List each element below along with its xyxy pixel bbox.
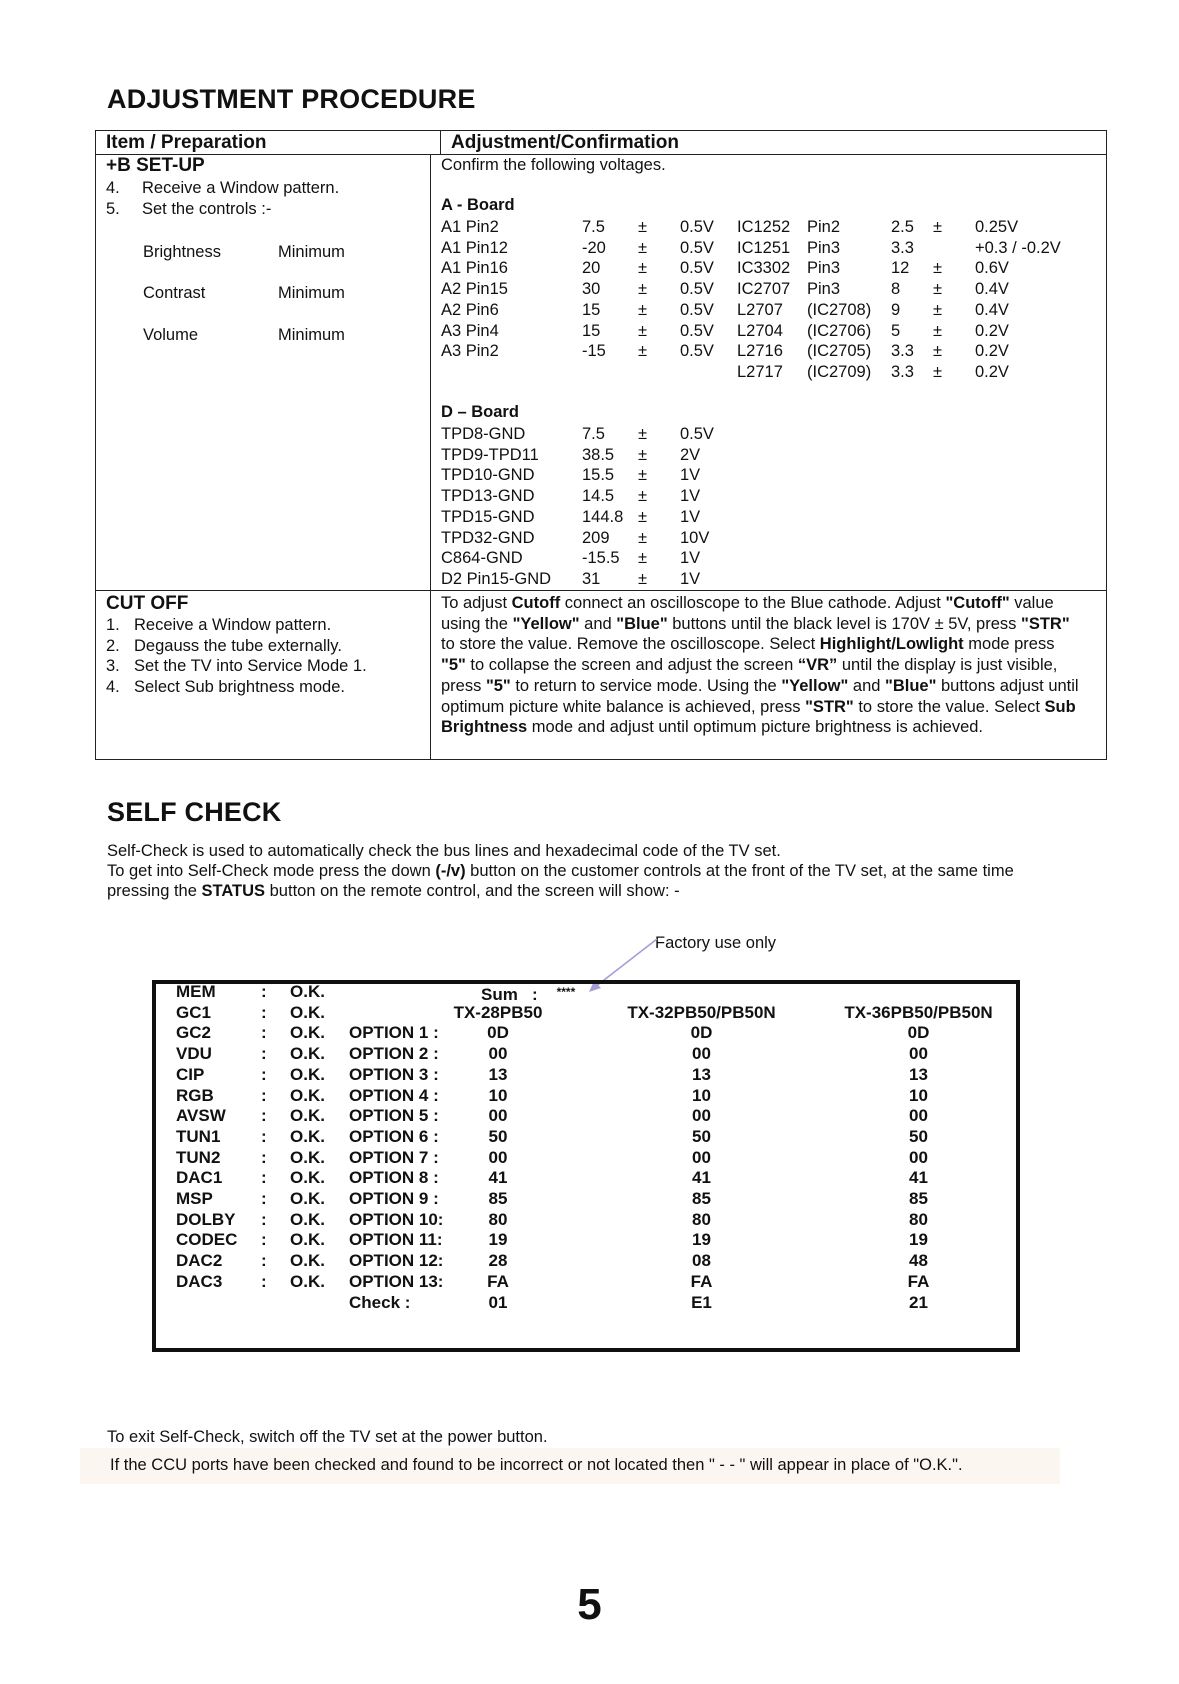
table-cell: 1V (680, 569, 701, 588)
table-cell: ± (638, 569, 648, 588)
option-value-28: 10 (488, 1085, 508, 1105)
status-value: O.K. (290, 1189, 325, 1208)
table-cell: A1 Pin16 (441, 259, 508, 278)
table-cell: ± (933, 321, 943, 340)
status-colon: : (261, 1126, 267, 1146)
list-item: 4. Select Sub brightness mode. (106, 678, 345, 697)
table-cell: ± (638, 487, 648, 506)
status-name: DAC2 (176, 1251, 223, 1271)
status-value: O.K. (290, 1064, 325, 1084)
table-cell: 0.6V (975, 259, 1009, 278)
status-value: O.K. (290, 1106, 325, 1126)
self-check-intro-1: Self-Check is used to automatically check the bus lines and hexadecimal code of the TV set. (107, 842, 781, 860)
table-cell: 3.3 (891, 238, 914, 257)
table-cell: 15 (582, 321, 601, 340)
option-value-32: 80 (692, 1209, 711, 1229)
table-cell: Pin3 (807, 259, 841, 278)
table-row-cutoff (96, 591, 1106, 759)
cutoff-confirmation-cell (431, 591, 1106, 759)
option-value-28: 50 (488, 1126, 508, 1146)
table-cell: IC1251 (737, 238, 791, 257)
table-cell: 12 (891, 259, 910, 278)
option-value-36: 10 (909, 1085, 928, 1105)
table-cell: Pin2 (807, 218, 841, 236)
table-cell: ± (638, 507, 648, 526)
table-cell: 9 (891, 300, 901, 319)
status-value: O.K. (290, 1085, 325, 1105)
status-name: MSP (176, 1189, 213, 1208)
status-colon: : (261, 1251, 267, 1271)
option-value-32: 50 (692, 1126, 711, 1146)
option-value-28: 41 (488, 1168, 508, 1188)
status-colon: : (261, 1168, 267, 1188)
table-cell: ± (638, 445, 648, 464)
option-value-32: FA (690, 1271, 713, 1291)
table-cell: 0.2V (975, 342, 1009, 361)
option-value-36: 21 (909, 1292, 928, 1312)
table-cell (638, 362, 680, 383)
status-colon: : (261, 1085, 267, 1105)
table-cell: TPD32-GND (441, 528, 535, 547)
table-cell: ± (933, 259, 943, 278)
cutoff-instructions: To adjust Cutoff connect an oscilloscope to the Blue cathode. Adjust "Cutoff" value using the "Yellow" and "Blue" buttons until the black level is 170V ± 5V, press "STR" to store the value. Remove the oscilloscope. Select Highlight/Lowlight mode press "5" to collapse the screen and adjust the screen “VR” until the display is just visible, press "5" to return to service mode. Using the "Yellow" and "Blue" buttons adjust until optimum picture white balance is achieved, press "STR" to store the value. Select Sub Brightness mode and adjust until optimum picture brightness is achieved. (441, 594, 1079, 737)
table-cell: ± (933, 362, 943, 381)
option-value-28: 0D (487, 1023, 509, 1043)
status-value: O.K. (290, 1126, 325, 1146)
table-cell: L2717 (737, 362, 783, 381)
adjustment-table (95, 130, 1107, 760)
bset-steps (106, 178, 339, 219)
table-cell: 5 (891, 321, 901, 340)
status-name: CIP (176, 1064, 205, 1084)
table-cell: ± (638, 321, 648, 340)
table-row (441, 507, 714, 528)
table-cell: 0.2V (975, 321, 1009, 340)
option-value-36: 0D (907, 1023, 930, 1043)
table-row (441, 279, 1061, 300)
ccu-note: If the CCU ports have been checked and found to be incorrect or not located then " - - " will appear in place of "O.K.". (110, 1456, 963, 1474)
table-cell: 3.3 (891, 342, 914, 361)
table-cell: 2V (680, 445, 701, 464)
model-32pb50: TX-32PB50/PB50N (627, 1003, 776, 1022)
status-colon: : (261, 1106, 267, 1126)
option-value-36: 00 (909, 1147, 928, 1167)
table-cell: 1V (680, 487, 701, 506)
option-value-28: 85 (488, 1189, 508, 1208)
option-value-36: 13 (909, 1064, 928, 1084)
list-item: 5. Set the controls :- (106, 199, 272, 218)
table-row (441, 486, 714, 507)
table-cell: IC1252 (737, 218, 791, 236)
table-cell: ± (638, 280, 648, 299)
table-row (441, 258, 1061, 279)
table-cell: 0.5V (680, 280, 714, 299)
header-item-preparation: Item / Preparation (96, 131, 441, 154)
table-cell: ± (638, 528, 648, 547)
table-cell: C864-GND (441, 549, 523, 568)
status-value: O.K. (290, 1002, 325, 1022)
table-cell: L2704 (737, 321, 783, 340)
table-cell (441, 362, 582, 383)
status-name: AVSW (176, 1106, 226, 1126)
table-cell: 20 (582, 259, 601, 278)
option-label: Check : (349, 1292, 411, 1312)
table-cell: 14.5 (582, 487, 615, 506)
cutoff-title: CUT OFF (106, 593, 189, 614)
table-cell: D2 Pin15-GND (441, 569, 552, 588)
table-cell: -20 (582, 238, 606, 257)
status-name: VDU (176, 1044, 212, 1064)
a-board-label: A - Board (441, 196, 515, 214)
status-name: TUN1 (176, 1126, 221, 1146)
table-cell: Pin3 (807, 280, 841, 299)
table-cell: 0.4V (975, 280, 1009, 299)
table-cell: 1V (680, 507, 701, 526)
status-colon: : (261, 1002, 267, 1022)
table-cell: 0.2V (975, 362, 1009, 381)
confirm-text: Confirm the following voltages. (441, 156, 666, 174)
table-cell: TPD13-GND (441, 487, 535, 506)
table-cell: 38.5 (582, 445, 615, 464)
table-cell (582, 362, 638, 383)
table-cell: ± (638, 549, 648, 568)
table-cell: 0.25V (975, 218, 1019, 236)
option-label: OPTION 9 : (349, 1189, 439, 1208)
option-label: OPTION 7 : (349, 1147, 439, 1167)
table-cell: IC3302 (737, 259, 791, 278)
option-value-32: 0D (690, 1023, 713, 1043)
table-cell: 15.5 (582, 466, 615, 485)
table-cell: A2 Pin6 (441, 300, 499, 319)
table-row (441, 424, 714, 445)
list-item: 1. Receive a Window pattern. (106, 616, 332, 634)
table-row (441, 341, 1061, 362)
sum-row: Sum : **** (481, 985, 576, 1004)
status-value: O.K. (290, 1230, 325, 1250)
list-item: 4. Receive a Window pattern. (106, 179, 340, 197)
option-value-36: FA (907, 1271, 930, 1291)
table-cell: 0.5V (680, 218, 714, 236)
status-colon: : (261, 1147, 267, 1167)
option-value-32: 85 (692, 1189, 711, 1208)
status-value: O.K. (290, 982, 325, 1001)
option-value-36: 85 (909, 1189, 928, 1208)
table-cell: 0.5V (680, 238, 714, 257)
table-cell: 30 (582, 280, 601, 299)
table-cell: A3 Pin4 (441, 321, 499, 340)
list-item: 2. Degauss the tube externally. (106, 636, 342, 655)
option-value-36: 48 (909, 1251, 928, 1271)
table-cell: 0.5V (680, 321, 714, 340)
table-header (96, 131, 1106, 155)
status-name: DAC1 (176, 1168, 223, 1188)
option-label: OPTION 2 : (349, 1044, 439, 1064)
option-value-36: 50 (909, 1126, 928, 1146)
a-board-voltage-table (441, 217, 1061, 383)
option-value-28: 28 (488, 1251, 508, 1271)
table-cell: A1 Pin12 (441, 238, 508, 257)
model-36pb50: TX-36PB50/PB50N (844, 1003, 993, 1022)
option-value-28: 00 (488, 1044, 508, 1064)
table-cell: (IC2706) (807, 321, 872, 340)
option-value-36: 00 (909, 1106, 928, 1126)
table-row (441, 238, 1061, 259)
option-value-32: 19 (692, 1230, 711, 1250)
table-cell: ± (638, 218, 648, 236)
model-28pb50: TX-28PB50 (453, 1003, 543, 1022)
option-value-28: 00 (488, 1106, 508, 1126)
table-cell: 0.5V (680, 300, 714, 319)
control-brightness: Brightness Minimum (143, 243, 345, 261)
option-value-36: 80 (909, 1209, 928, 1229)
option-value-28: 00 (488, 1147, 508, 1167)
table-cell: 144.8 (582, 507, 624, 526)
table-cell: 209 (582, 528, 610, 547)
bset-confirmation-cell (431, 155, 1106, 590)
table-row (441, 445, 714, 466)
status-value: O.K. (290, 1271, 325, 1291)
status-colon: : (261, 1271, 267, 1291)
table-row (441, 362, 1061, 383)
option-value-36: 19 (909, 1230, 928, 1250)
table-cell: ± (933, 300, 943, 319)
table-cell: -15.5 (582, 549, 620, 568)
table-cell: ± (638, 300, 648, 319)
option-value-32: 00 (692, 1106, 711, 1126)
option-value-32: 13 (692, 1064, 711, 1084)
option-value-32: 00 (692, 1147, 711, 1167)
option-value-36: 41 (909, 1168, 928, 1188)
table-cell: 2.5 (891, 218, 914, 236)
control-contrast: Contrast Minimum (143, 284, 345, 302)
header-adjustment-confirmation: Adjustment/Confirmation (451, 132, 679, 153)
table-row (441, 528, 714, 549)
table-cell: 31 (582, 569, 601, 588)
status-colon: : (261, 1230, 267, 1250)
cutoff-steps (106, 615, 367, 698)
status-colon: : (261, 1064, 267, 1084)
option-value-32: 00 (692, 1044, 711, 1064)
table-cell: TPD9-TPD11 (441, 445, 539, 464)
d-board-label: D – Board (441, 403, 519, 421)
table-cell: 1V (680, 466, 701, 485)
table-cell: TPD10-GND (441, 466, 535, 485)
bset-title: +B SET-UP (106, 155, 205, 176)
control-volume: Volume Minimum (143, 326, 345, 344)
option-label: OPTION 13: (349, 1271, 444, 1291)
status-value: O.K. (290, 1251, 325, 1271)
status-name: MEM (176, 982, 216, 1001)
table-cell: 0.5V (680, 425, 714, 443)
table-cell: L2716 (737, 342, 783, 361)
exit-instructions: To exit Self-Check, switch off the TV set at the power button. (107, 1428, 548, 1446)
table-cell: ± (933, 342, 943, 361)
status-value: O.K. (290, 1044, 325, 1064)
table-cell: ± (638, 238, 648, 257)
status-colon: : (261, 1023, 267, 1043)
status-name: RGB (176, 1085, 214, 1105)
table-cell: ± (638, 259, 648, 278)
table-row-bset (96, 155, 1106, 591)
table-row (441, 465, 714, 486)
status-value: O.K. (290, 1168, 325, 1188)
self-check-intro-2: To get into Self-Check mode press the down (-/v) button on the customer controls at the front of the TV set, at the same time (107, 862, 1014, 880)
option-label: OPTION 4 : (349, 1085, 439, 1105)
status-name: CODEC (176, 1230, 238, 1250)
self-check-screen (152, 980, 1020, 1352)
option-value-32: E1 (691, 1292, 712, 1312)
table-row (441, 321, 1061, 342)
cutoff-preparation-cell (96, 591, 431, 759)
factory-use-annotation: Factory use only (655, 934, 777, 952)
option-label: OPTION 10: (349, 1209, 444, 1229)
status-value: O.K. (290, 1023, 325, 1043)
table-cell: Pin3 (807, 238, 841, 257)
option-value-32: 41 (692, 1168, 711, 1188)
status-name: DAC3 (176, 1271, 223, 1291)
table-cell: ± (638, 425, 648, 443)
status-colon: : (261, 1044, 267, 1064)
list-item: 3. Set the TV into Service Mode 1. (106, 657, 367, 676)
option-label: OPTION 5 : (349, 1106, 439, 1126)
table-cell: IC2707 (737, 280, 791, 299)
option-value-28: 80 (488, 1209, 508, 1229)
status-value: O.K. (290, 1209, 325, 1229)
status-colon: : (261, 1189, 267, 1208)
option-value-28: FA (487, 1271, 509, 1291)
table-cell: -15 (582, 342, 606, 361)
table-row (441, 217, 1061, 238)
table-cell: L2707 (737, 300, 783, 319)
table-cell: 0.5V (680, 259, 714, 278)
option-value-28: 19 (488, 1230, 508, 1250)
table-cell: 8 (891, 280, 901, 299)
page-number: 5 (577, 1580, 602, 1629)
option-label: OPTION 6 : (349, 1126, 439, 1146)
option-value-32: 10 (692, 1085, 711, 1105)
self-check-intro-3: pressing the STATUS button on the remote control, and the screen will show: - (107, 882, 680, 900)
table-cell: 3.3 (891, 362, 914, 381)
table-cell: ± (638, 342, 648, 361)
option-label: OPTION 8 : (349, 1168, 439, 1188)
self-check-title: SELF CHECK (107, 797, 282, 827)
table-cell: A1 Pin2 (441, 218, 499, 236)
status-colon: : (261, 982, 267, 1001)
table-cell: (IC2709) (807, 362, 872, 381)
status-name: GC2 (176, 1023, 211, 1043)
table-cell: TPD15-GND (441, 507, 535, 526)
status-name: TUN2 (176, 1147, 221, 1167)
table-cell: ± (933, 218, 943, 236)
table-cell: ± (638, 466, 648, 485)
table-cell: +0.3 / -0.2V (975, 238, 1061, 257)
option-value-32: 08 (692, 1251, 711, 1271)
table-cell: 7.5 (582, 218, 605, 236)
status-name: DOLBY (176, 1209, 236, 1229)
table-cell: 10V (680, 528, 710, 547)
table-cell: (IC2708) (807, 300, 872, 319)
table-cell: 15 (582, 300, 601, 319)
status-name: GC1 (176, 1002, 211, 1022)
table-cell: 1V (680, 549, 701, 568)
option-value-36: 00 (909, 1044, 928, 1064)
table-cell: 0.5V (680, 342, 714, 361)
table-row (441, 548, 714, 569)
option-label: OPTION 12: (349, 1251, 444, 1271)
option-value-28: 01 (488, 1292, 508, 1312)
status-colon: : (261, 1209, 267, 1229)
table-row (441, 300, 1061, 321)
option-label: OPTION 1 : (349, 1023, 439, 1043)
table-cell: 0.4V (975, 300, 1009, 319)
table-cell: TPD8-GND (441, 425, 526, 443)
bset-preparation-cell (96, 155, 431, 590)
table-row (441, 569, 714, 590)
d-board-voltage-table (441, 424, 714, 590)
table-cell: A2 Pin15 (441, 280, 508, 299)
option-value-28: 13 (488, 1064, 508, 1084)
option-label: OPTION 11: (349, 1230, 443, 1250)
table-cell (680, 362, 737, 383)
page-title: ADJUSTMENT PROCEDURE (107, 84, 476, 114)
status-value: O.K. (290, 1147, 325, 1167)
table-cell: A3 Pin2 (441, 342, 499, 361)
table-cell: (IC2705) (807, 342, 872, 361)
table-cell (933, 238, 975, 259)
table-cell: ± (933, 280, 943, 299)
table-cell: 7.5 (582, 425, 605, 443)
option-label: OPTION 3 : (349, 1064, 439, 1084)
